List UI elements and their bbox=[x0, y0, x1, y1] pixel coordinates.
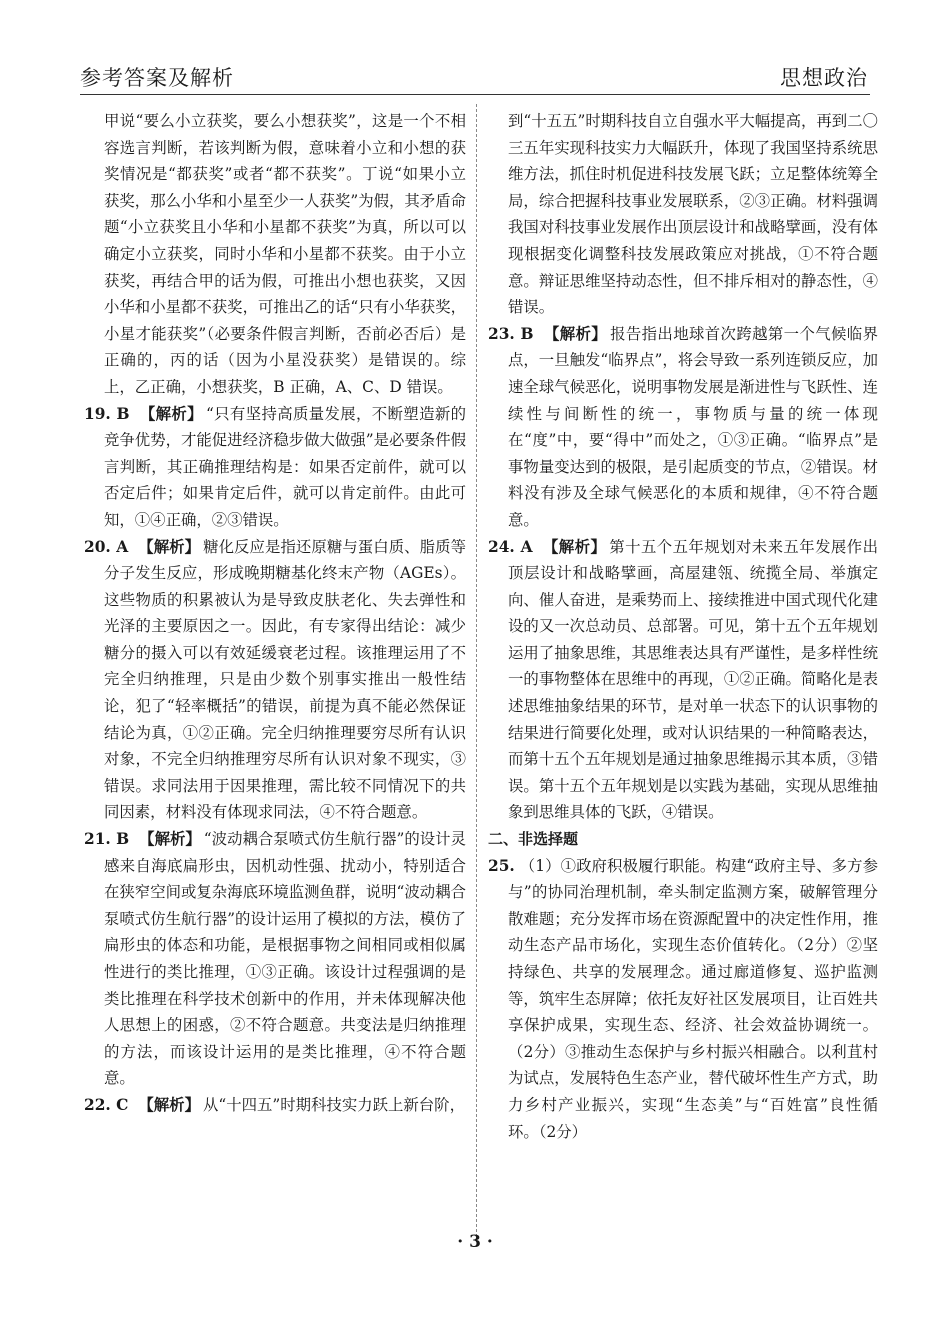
q19-number: 19. B bbox=[84, 404, 130, 423]
question-24 bbox=[488, 534, 878, 827]
q23-number: 23. B bbox=[488, 324, 534, 343]
q23-text: 报告指出地球首次跨越第一个气候临界点，一旦触发“临界点”，将会导致一系列连锁反应，加速全球气候恶化，说明事物发展是渐进性与飞跃性、连续性与间断性的统一，事物质与量的统一体现在“度”中，要“得中”而处之，①③正确。“临界点”是事物量变达到的极限，是引起质变的节点，②错误。材料没有涉及全球气候恶化的本质和规律，④不符合题意。 bbox=[508, 324, 878, 529]
q21-number: 21. B bbox=[84, 830, 130, 849]
question-19 bbox=[84, 401, 466, 534]
q19-text: “只有坚持高质量发展，不断塑造新的竞争优势，才能促进经济稳步做大做强”是必要条件假言判断，其正确推理结构是：如果否定前件，就可以否定后件；如果肯定后件，就可以肯定前件。由此可知，①④正确，②③错误。 bbox=[104, 404, 466, 529]
q19-tag: 【解析】 bbox=[139, 404, 203, 423]
q20-number: 20. A bbox=[84, 537, 129, 556]
q22-text: 从“十四五”时期科技实力跃上新台阶， bbox=[202, 1095, 465, 1114]
question-21 bbox=[84, 826, 466, 1092]
q24-number: 24. A bbox=[488, 537, 533, 556]
q24-tag: 【解析】 bbox=[542, 537, 607, 556]
header-section-title: 参考答案及解析 bbox=[80, 66, 234, 90]
right-column bbox=[488, 108, 878, 1145]
question-23 bbox=[488, 321, 878, 534]
q22-number: 22. C bbox=[84, 1095, 129, 1114]
header-subject: 思想政治 bbox=[780, 66, 868, 90]
question-25 bbox=[488, 853, 878, 1146]
header-rule bbox=[80, 94, 870, 95]
question-20 bbox=[84, 534, 466, 827]
q25-number: 25. bbox=[488, 856, 515, 875]
section-title: 二、非选择题 bbox=[488, 830, 579, 849]
q20-tag: 【解析】 bbox=[138, 537, 201, 556]
q22-tag: 【解析】 bbox=[138, 1095, 200, 1114]
q21-text: “波动耦合泵喷式仿生航行器”的设计灵感来自海底扁形虫，因机动性强、扰动小，特别适合在狭窄空间或复杂海底环境监测鱼群，说明“波动耦合泵喷式仿生航行器”的设计运用了模拟的方法，模仿了扁形虫的体态和功能，是根据事物之间相同或相似属性进行的类比推理，①③正确。该设计过程强调的是类比推理在科学技术创新中的作用，并未体现解决他人思想上的困惑，②不符合题意。共变法是归纳推理的方法，而该设计运用的是类比推理，④不符合题意。 bbox=[104, 830, 466, 1088]
q21-tag: 【解析】 bbox=[139, 830, 201, 849]
q25-text: （1）①政府积极履行职能。构建“政府主导、多方参与”的协同治理机制，牵头制定监测方案，破解管理分散难题；充分发挥市场在资源配置中的决定性作用，推动生态产品市场化，实现生态价值转化。（2分）②坚持绿色、共享的发展理念。通过廊道修复、巡护监测等，筑牢生态屏障；依托友好社区发展项目，让百姓共享保护成果，实现生态、经济、社会效益协调统一。（2分）③推动生态保护与乡村振兴相融合。以利苴村为试点，发展特色生态产业，替代破坏性生产方式，助力乡村产业振兴，实现“生态美”与“百姓富”良性循环。（2分） bbox=[508, 856, 878, 1141]
q20-text: 糖化反应是指还原糖与蛋白质、脂质等分子发生反应，形成晚期糖基化终末产物（AGEs）。这些物质的积累被认为是导致皮肤老化、失去弹性和光泽的主要原因之一。因此，有专家得出结论：减少糖分的摄入可以有效延缓衰老过程。该推理运用了不完全归纳推理，只是由少数个别事实推出一般性结论，犯了“轻率概括”的错误，前提为真不能必然保证结论为真，①②正确。完全归纳推理要穷尽所有认识对象，不完全归纳推理穷尽所有认识对象不现实，③错误。求同法用于因果推理，需比较不同情况下的共同因素，材料没有体现求同法，④不符合题意。 bbox=[104, 537, 466, 822]
page-number: · 3 · bbox=[457, 1232, 493, 1252]
q18-continuation: 甲说“要么小立获奖，要么小想获奖”，这是一个不相容选言判断，若该判断为假，意味着小立和小想的获奖情况是“都获奖”或者“都不获奖”。丁说“如果小立获奖，那么小华和小星至少一人获奖”为假，其矛盾命题“小立获奖且小华和小星都不获奖”为真，所以可以确定小立获奖，同时小华和小星都不获奖。由于小立获奖，再结合甲的话为假，可推出小想也获奖，又因小华和小星都不获奖，可推出乙的话“只有小华获奖，小星才能获奖”（必要条件假言判断，否前必否后）是正确的，丙的话（因为小星没获奖）是错误的。综上，乙正确，小想获奖，B 正确，A、C、D 错误。 bbox=[104, 112, 466, 396]
column-divider bbox=[476, 104, 477, 1242]
q24-text: 第十五个五年规划对未来五年发展作出顶层设计和战略擘画，高屋建瓴、统揽全局、举旗定向、催人奋进，是乘势而上、接续推进中国式现代化建设的又一次总动员、总部署。可见，第十五个五年规划运用了抽象思维，其思维表达具有严谨性，是多样性统一的事物整体在思维中的再现，①②正确。简略化是表述思维抽象结果的环节，是对单一状态下的认识事物的结果进行简要化处理，或对认识结果的一种简略表达，而第十五个五年规划是通过抽象思维揭示其本质，③错误。第十五个五年规划是以实践为基础，实现从思维抽象到思维具体的飞跃，④错误。 bbox=[508, 537, 878, 822]
left-column bbox=[84, 108, 466, 1119]
q22-continuation: 到“十五五”时期科技自立自强水平大幅提高，再到二〇三五年实现科技实力大幅跃升，体现了我国坚持系统思维方法，抓住时机促进科技发展飞跃；立足整体统筹全局，综合把握科技事业发展联系，②③正确。材料强调我国对科技事业发展作出顶层设计和战略擘画，没有体现根据变化调整科技发展政策应对挑战，①不符合题意。辩证思维坚持动态性，但不排斥相对的静态性，④错误。 bbox=[508, 112, 878, 317]
q23-tag: 【解析】 bbox=[543, 324, 608, 343]
question-22 bbox=[84, 1092, 466, 1119]
